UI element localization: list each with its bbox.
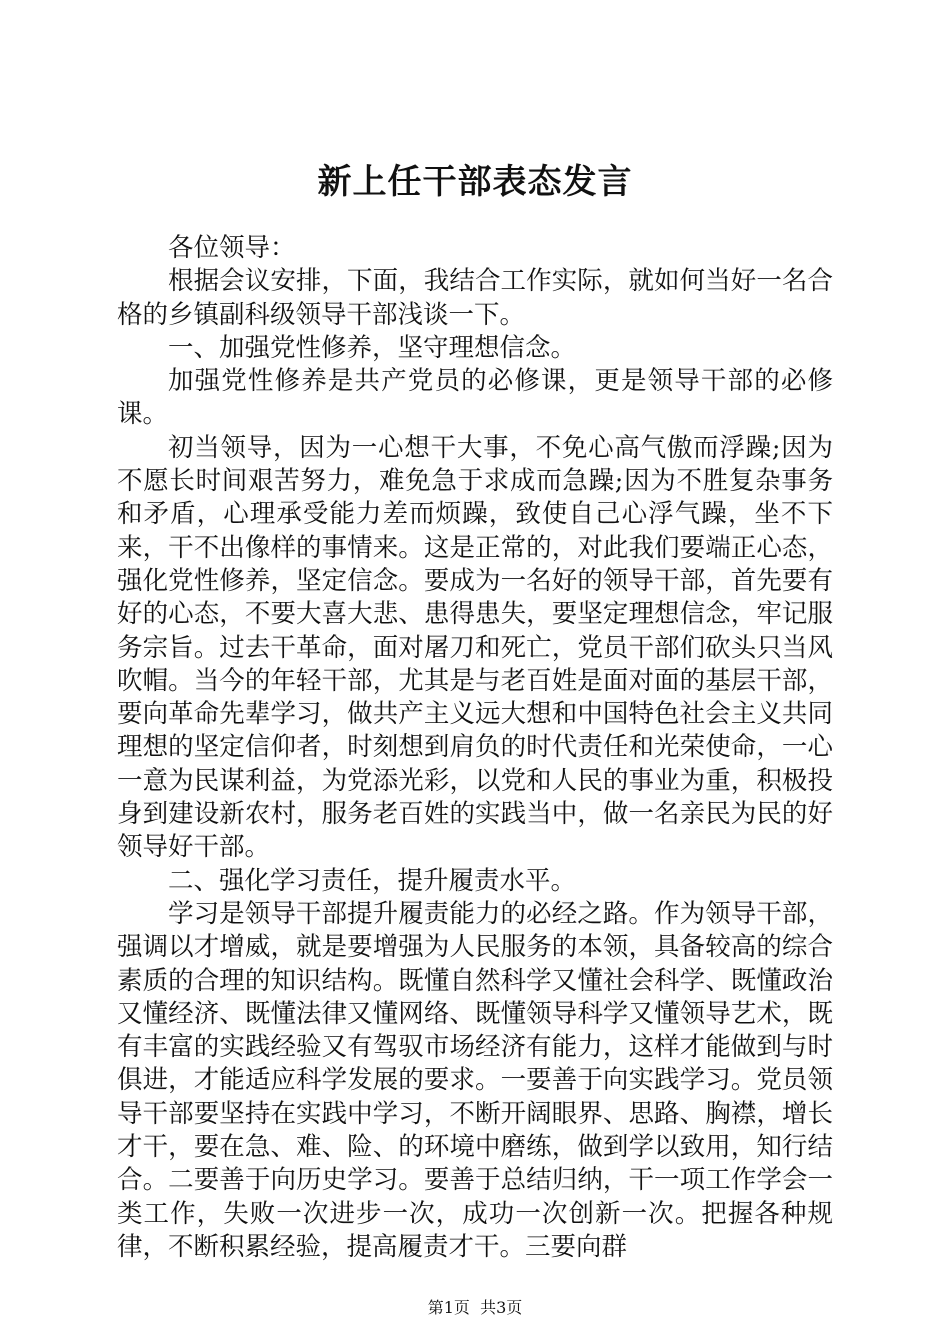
- paragraph-intro: 根据会议安排，下面，我结合工作实际，就如何当好一名合格的乡镇副科级领导干部浅谈一下。: [117, 266, 833, 330]
- paragraph: 加强党性修养是共产党员的必修课，更是领导干部的必修课。: [117, 366, 833, 430]
- page-footer: 第1页 共3页: [427, 1298, 523, 1317]
- document-title: 新上任干部表态发言: [317, 162, 633, 202]
- paragraph: 学习是领导干部提升履责能力的必经之路。作为领导干部，强调以才增威，就是要增强为人民服务的本领，具备较高的综合素质的合理的知识结构。既懂自然科学又懂社会科学、既懂政治又懂经济、既懂法律又懂网络、既懂领导科学又懂领导艺术，既有丰富的实践经验又有驾驭市场经济有能力，这样才能做到与时俱进，才能适应科学发展的要求。一要善于向实践学习。党员领导干部要坚持在实践中学习，不断开阔眼界、思路、胸襟，增长才干，要在急、难、险、的环境中磨练，做到学以致用，知行结合。二要善于向历史学习。要善于总结归纳，干一项工作学会一类工作，失败一次进步一次，成功一次创新一次。把握各种规律，不断积累经验，提高履责才干。三要向群: [117, 898, 833, 1262]
- section-heading-2: 二、强化学习责任，提升履责水平。: [168, 865, 577, 896]
- paragraph: 初当领导，因为一心想干大事，不免心高气傲而浮躁;因为不愿长时间艰苦努力，难免急于求成而急躁;因为不胜复杂事务和矛盾，心理承受能力差而烦躁，致使自己心浮气躁，坐不下来，干不出像样的事情来。这是正常的，对此我们要端正心态，强化党性修养，坚定信念。要成为一名好的领导干部，首先要有好的心态，不要大喜大悲、患得患失，要坚定理想信念，牢记服务宗旨。过去干革命，面对屠刀和死亡，党员干部们砍头只当风吹帽。当今的年轻干部，尤其是与老百姓是面对面的基层干部，要向革命先辈学习，做共产主义远大想和中国特色社会主义共同理想的坚定信仰者，时刻想到肩负的时代责任和光荣使命，一心一意为民谋利益，为党添光彩，以党和人民的事业为重，积极投身到建设新农村，服务老百姓的实践当中，做一名亲民为民的好领导好干部。: [117, 432, 833, 863]
- salutation: 各位领导：: [168, 233, 296, 263]
- section-heading-1: 一、加强党性修养，坚守理想信念。: [168, 332, 577, 363]
- document-body: [117, 232, 833, 1264]
